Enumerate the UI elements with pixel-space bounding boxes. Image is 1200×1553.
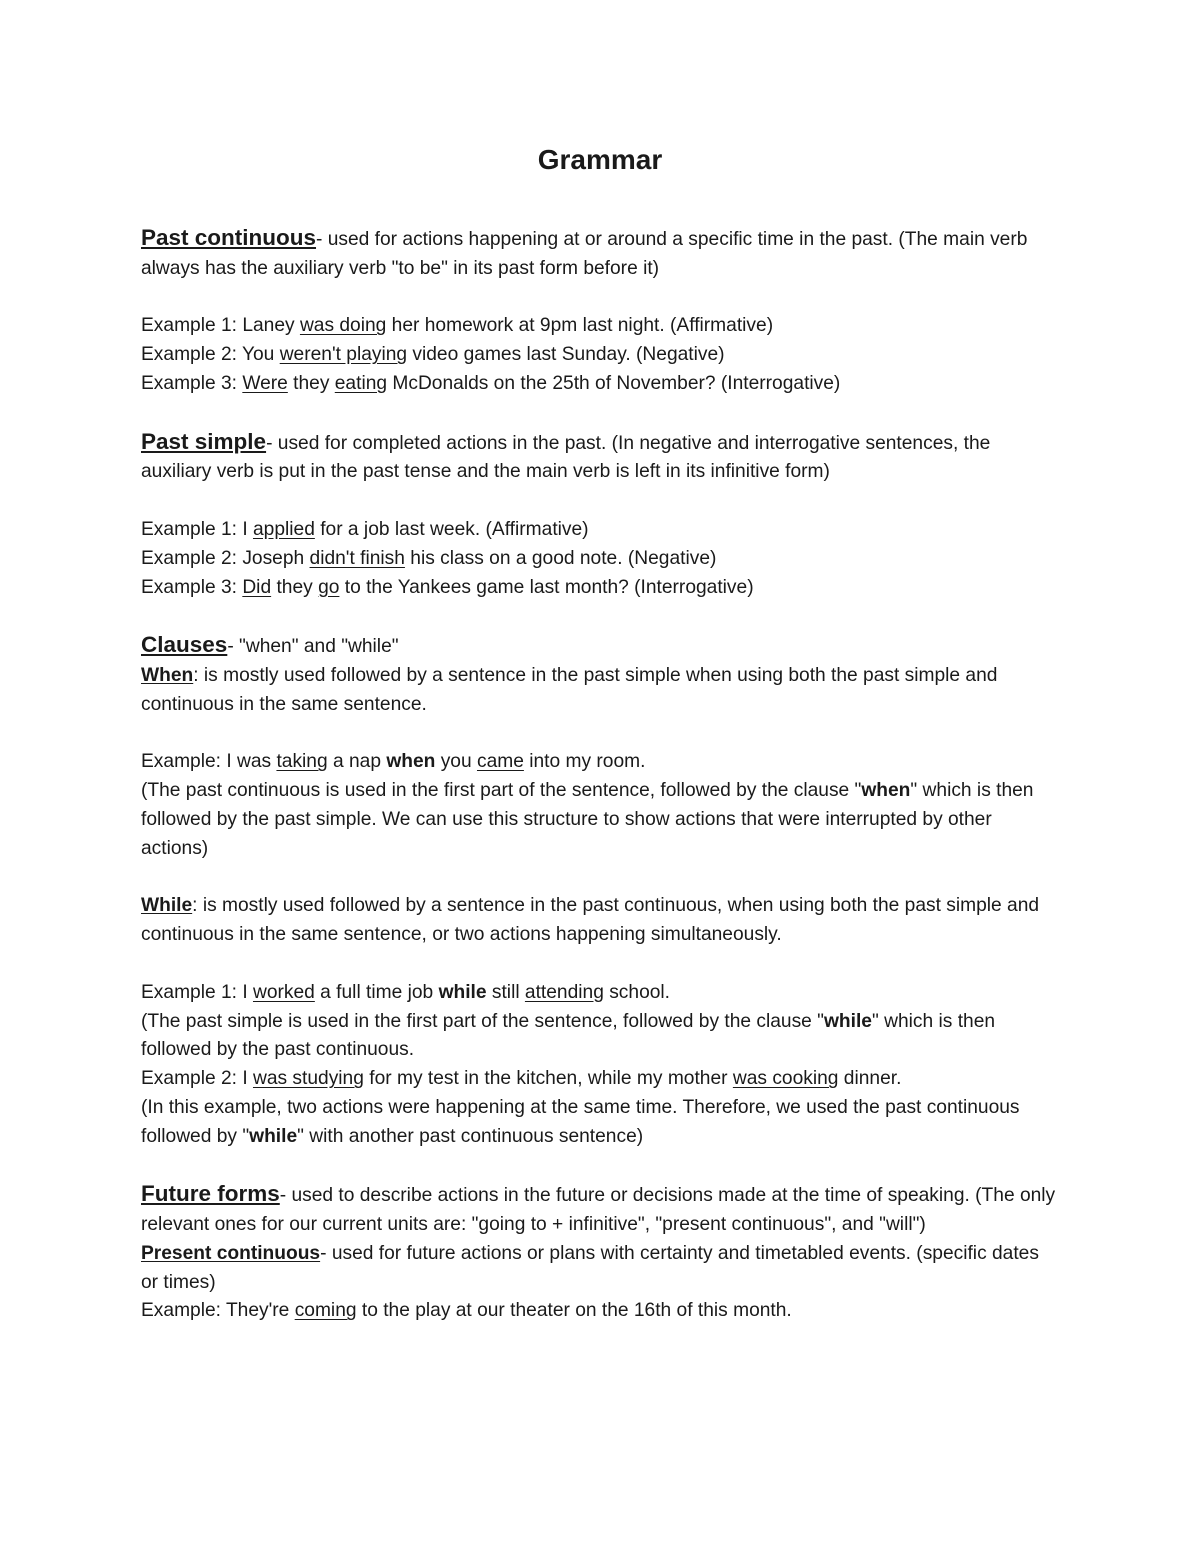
clauses-definition <box>141 631 1061 662</box>
underlined-verb: Were <box>242 372 288 394</box>
underlined-verb: eating <box>334 372 388 394</box>
underlined-verb: came <box>476 751 524 773</box>
definition-text: - used for completed actions in the past. (In negative and interrogative sentences, the auxiliary verb is put in the past tense and the main verb is left in its infinitive form) <box>141 432 991 483</box>
when-example: Example: I was taking a nap when you came into my room. <box>141 751 646 773</box>
past-continuous-definition <box>141 224 1061 284</box>
bold-keyword: while <box>249 1125 298 1147</box>
future-forms-definition <box>141 1180 1061 1240</box>
bold-keyword: while <box>824 1010 872 1032</box>
definition-text: - used to describe actions in the future or decisions made at the time of speaking. (The only relevant ones for our current units are: "going to + infinitive", "present continuous", and "will") <box>141 1185 1056 1236</box>
underlined-verb: coming <box>294 1300 357 1322</box>
underlined-verb: go <box>318 576 340 598</box>
underlined-verb: applied <box>252 518 315 540</box>
underlined-verb: weren't playing <box>279 344 408 366</box>
present-continuous-label: Present continuous <box>141 1242 321 1264</box>
past-simple-definition <box>141 428 1061 488</box>
clauses-heading: Clauses <box>141 632 228 658</box>
past-continuous-example-3: Example 3: Were they eating McDonalds on the 25th of November? (Interrogative) <box>141 372 841 394</box>
past-simple-example-2: Example 2: Joseph didn't finish his class on a good note. (Negative) <box>141 547 717 569</box>
underlined-verb: was cooking <box>732 1068 839 1090</box>
definition-text: - "when" and "while" <box>227 636 399 658</box>
underlined-verb: worked <box>252 981 315 1003</box>
bold-keyword: when <box>386 751 436 773</box>
past-simple-heading: Past simple <box>141 428 267 454</box>
present-continuous-definition: Present continuous- used for future actions or plans with certainty and timetabled events. (specific dates or times) <box>141 1242 1039 1293</box>
while-note-1: (The past simple is used in the first part of the sentence, followed by the clause "while" which is then followed by the past continuous. <box>141 1010 996 1061</box>
past-continuous-example-1: Example 1: Laney was doing her homework at 9pm last night. (Affirmative) <box>141 315 774 337</box>
past-continuous-section <box>141 224 1061 399</box>
page-title: Grammar <box>537 144 663 175</box>
while-example-2: Example 2: I was studying for my test in the kitchen, while my mother was cooking dinner. <box>141 1068 902 1090</box>
while-example-1: Example 1: I worked a full time job while still attending school. <box>141 981 671 1003</box>
while-note-2: (In this example, two actions were happening at the same time. Therefore, we used the past continuous followed by "while" with another past continuous sentence) <box>141 1096 1020 1147</box>
clauses-section <box>141 631 1061 1151</box>
definition-text: - used for actions happening at or around a specific time in the past. (The main verb always has the auxiliary verb "to be" in its past form before it) <box>141 229 1028 279</box>
bold-keyword: while <box>438 981 487 1003</box>
past-continuous-heading: Past continuous <box>141 225 317 250</box>
when-label: When <box>141 664 194 686</box>
underlined-verb: Did <box>242 576 272 598</box>
underlined-verb: didn't finish <box>309 547 405 569</box>
future-forms-heading: Future forms <box>141 1181 280 1207</box>
past-simple-example-1: Example 1: I applied for a job last week. (Affirmative) <box>141 518 589 540</box>
while-label: While <box>141 895 193 917</box>
future-forms-example: Example: They're coming to the play at our theater on the 16th of this month. <box>141 1300 792 1322</box>
document-body <box>141 224 1061 1326</box>
underlined-verb: taking <box>276 751 328 773</box>
underlined-verb: was doing <box>299 315 387 337</box>
underlined-verb: was studying <box>252 1068 364 1090</box>
bold-keyword: when <box>861 780 911 802</box>
future-forms-section <box>141 1180 1061 1326</box>
when-note: (The past continuous is used in the first part of the sentence, followed by the clause "when" which is then followed by the past simple. We can use this structure to show actions that were interrupted by other actions) <box>141 780 1034 859</box>
while-definition: While: is mostly used followed by a sentence in the past continuous, when using both the past simple and continuous in the same sentence, or two actions happening simultaneously. <box>141 895 1040 946</box>
past-simple-section <box>141 428 1061 603</box>
underlined-verb: attending <box>524 981 604 1003</box>
past-continuous-example-2: Example 2: You weren't playing video games last Sunday. (Negative) <box>141 344 725 366</box>
when-definition: When: is mostly used followed by a sentence in the past simple when using both the past simple and continuous in the same sentence. <box>141 664 998 715</box>
past-simple-example-3: Example 3: Did they go to the Yankees game last month? (Interrogative) <box>141 576 754 598</box>
